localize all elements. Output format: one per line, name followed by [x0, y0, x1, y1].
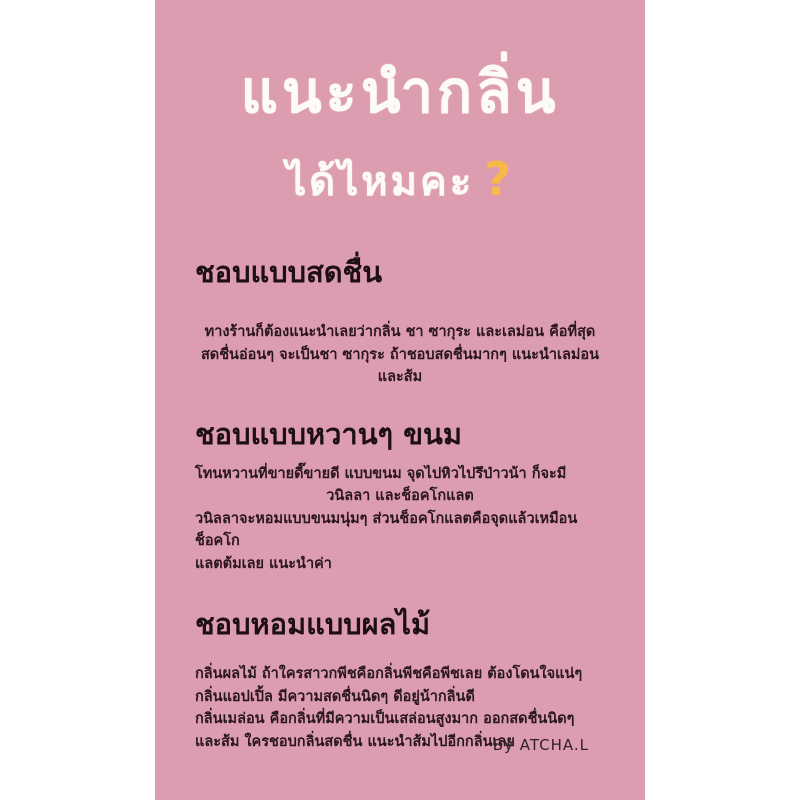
body-line: วนิลลา และช็อคโกแลต	[326, 488, 474, 504]
author-credit: By ATCHA.L	[492, 736, 589, 754]
body-line: กลิ่นเมล่อน คือกลิ่นที่มีความเป็นเสล่อนสูงมาก ออกสดชื่นนิดๆ	[195, 711, 575, 727]
body-line: สดชื่นอ่อนๆ จะเป็นชา ซากุระ ถ้าชอบสดชื่นมากๆ แนะนำเลม่อน และส้ม	[200, 346, 600, 385]
section-sweet-body	[195, 463, 605, 576]
section-fresh-body	[195, 321, 605, 389]
body-line: วนิลลาจะหอมแบบขนมนุ่มๆ ส่วนช็อคโกแลตคือจุดแล้วเหมือนช็อคโก	[195, 510, 578, 549]
body-line: กลิ่นแอปเปิ้ล มีความสดชื่นนิดๆ ดีอยู่น้ากลิ่นดี	[195, 688, 475, 705]
title-line-2-text: ได้ไหมคะ	[286, 159, 475, 205]
section-sweet-heading: ชอบแบบหวานๆ ขนม	[195, 416, 462, 451]
title-line-1: แนะนำกลิ่น	[240, 58, 560, 126]
section-fruit	[155, 605, 645, 753]
body-line: โทนหวานที่ขายดี๊ขายดี แบบขนม จุดไปหิวไปรึป่าวน้า ก็จะมี	[195, 465, 567, 482]
section-sweet	[155, 415, 645, 576]
question-mark: ?	[484, 152, 514, 206]
section-fresh	[155, 253, 645, 389]
poster-title	[155, 0, 645, 213]
body-line: และส้ม ใครชอบกลิ่นสดชื่น แนะนำส้มไปอีกกลิ่นเลย	[195, 733, 515, 750]
section-fresh-heading: ชอบแบบสดชื่น	[195, 255, 383, 289]
section-fruit-heading: ชอบหอมแบบผลไม้	[195, 607, 431, 641]
body-line: กลิ่นผลไม้ ถ้าใครสาวกพีชคือกลิ่นพีชคือพีชเลย ต้องโดนใจแน่ๆ	[195, 666, 583, 682]
title-line-2	[155, 148, 645, 213]
body-line: แลตต้มเลย แนะนำค่า	[195, 555, 332, 572]
scent-poster	[155, 0, 645, 800]
body-line: ทางร้านก็ต้องแนะนำเลยว่ากลิ่น ชา ซากุระ และเลม่อน คือที่สุด	[204, 324, 596, 340]
